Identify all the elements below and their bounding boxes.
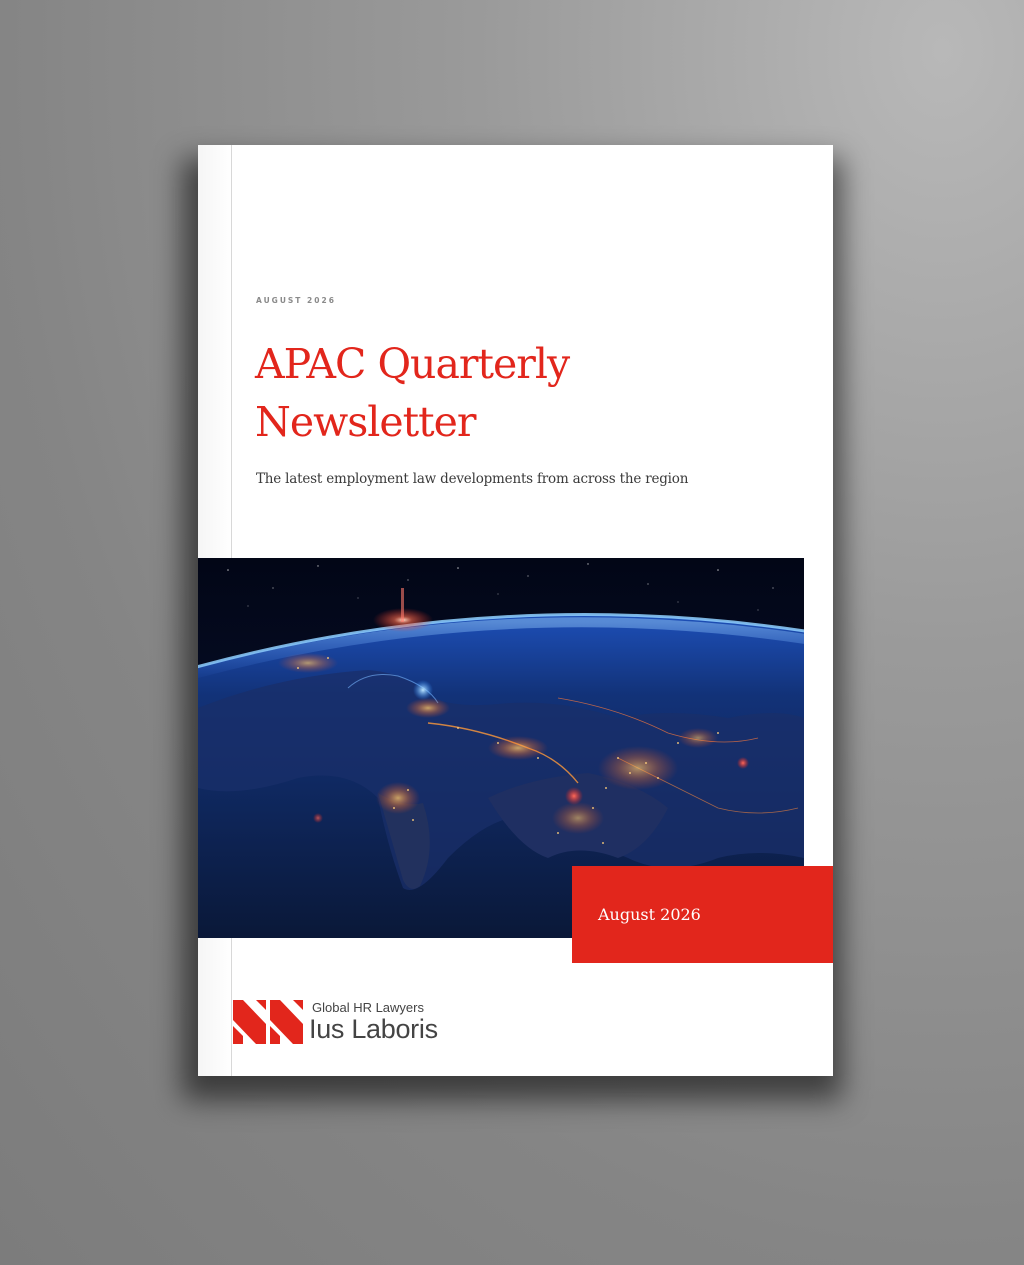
date-banner	[572, 866, 833, 963]
newsletter-cover	[198, 145, 833, 1076]
issue-date-eyebrow: AUGUST 2026	[256, 296, 336, 305]
newsletter-title: APAC Quarterly Newsletter	[255, 340, 570, 446]
logo-wordmark: Ius Laboris	[309, 1014, 438, 1044]
ius-laboris-logo	[233, 997, 513, 1047]
ius-laboris-mark-icon	[233, 1000, 303, 1044]
date-banner-label: August 2026	[598, 905, 701, 924]
newsletter-subtitle: The latest employment law developments from across the region	[256, 471, 689, 487]
logo-tagline: Global HR Lawyers	[312, 1000, 424, 1015]
